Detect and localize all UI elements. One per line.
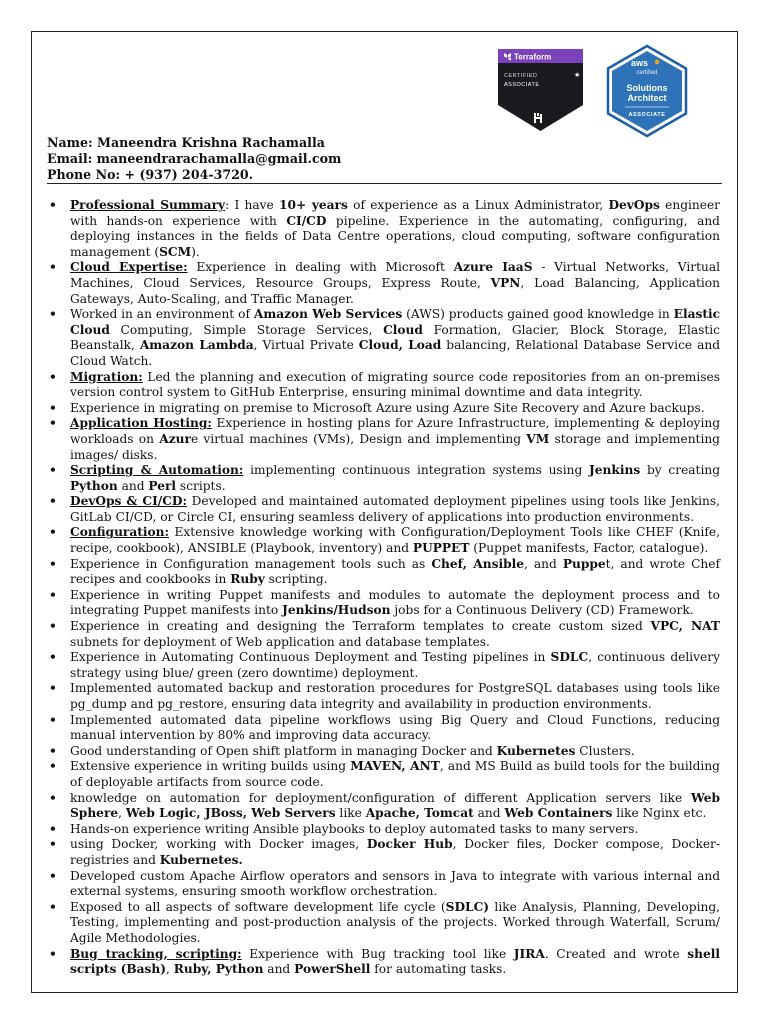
item-text: like Nginx etc.: [612, 806, 707, 821]
item-text: knowledge on automation for deployment/configuration of different Application servers like: [70, 790, 692, 805]
summary-item: [70, 650, 720, 681]
item-keyword: CI/CD: [286, 213, 327, 228]
item-heading: Application Hosting:: [70, 416, 212, 431]
item-text: Implemented automated data pipeline workflows using Big Query and Cloud Functions, reducing manual intervention by 80% and improving data accuracy.: [70, 712, 720, 743]
candidate-phone: Phone No: + (937) 204-3720.: [47, 167, 254, 182]
item-text: : I have: [225, 198, 280, 212]
item-keyword: PowerShell: [294, 962, 371, 977]
item-keyword: PUPPET: [412, 541, 470, 556]
item-text: for automating tasks.: [370, 962, 507, 977]
summary-item: [70, 900, 720, 947]
terraform-badge-line2: ASSOCIATE: [504, 82, 540, 88]
item-text: Worked in an environment of: [70, 307, 254, 322]
item-text: of experience as a Linux Administrator,: [347, 198, 609, 212]
item-text: storage and implementing images/ disks.: [70, 431, 720, 462]
item-keyword: Jenkins: [589, 463, 641, 478]
item-keyword: SDLC): [445, 899, 490, 914]
item-text: Led the planning and execution of migrating source code repositories from an on-premises version control system to GitHub Enterprise, ensuring minimal downtime and data integrity.: [70, 369, 720, 400]
item-text: , Docker files, Docker compose, Docker-registries and: [70, 837, 720, 867]
item-text: Developed and maintained automated deployment pipelines using tools like Jenkins, GitLab CI/CD, or Circle CI, ensuring seamless delivery of applications into production environments.: [70, 494, 720, 524]
item-heading: Professional Summary: [70, 198, 226, 212]
item-text: ,: [166, 962, 174, 977]
item-text: and: [473, 806, 505, 821]
item-text: pipeline. Experience in the automating, configuring, and deploying instances in the fields of Data Centre operations, cloud computing, software configuration management (: [70, 213, 720, 259]
aws-dot-icon: [655, 60, 659, 64]
item-keyword: shell scripts (Bash): [70, 946, 720, 977]
summary-item: [70, 791, 720, 822]
item-keyword: Kubernetes.: [159, 852, 243, 867]
summary-item: [70, 759, 720, 790]
contact-block: [47, 135, 341, 183]
item-keyword: JIRA: [513, 946, 545, 961]
item-keyword: SDLC: [550, 650, 589, 665]
item-keyword: Apache, Tomcat: [365, 806, 474, 821]
aws-badge-title2: Architect: [627, 93, 667, 103]
item-keyword: 10+ years: [279, 198, 348, 212]
item-text: , Load Balancing, Application Gateways, Auto-Scaling, and Traffic Manager.: [70, 275, 720, 306]
item-keyword: Puppe: [562, 556, 606, 571]
item-keyword: Jenkins/Hudson: [282, 603, 391, 618]
summary-list: [47, 198, 720, 978]
item-text: Implemented automated backup and restoration procedures for PostgreSQL databases using tools like pg_dump and pg_restore, ensuring data integrity and availability in production environments.: [70, 681, 720, 711]
candidate-email: Email: maneendrarachamalla@gmail.com: [47, 151, 342, 166]
candidate-name: Name: Maneendra Krishna Rachamalla: [47, 135, 325, 150]
summary-item: [70, 947, 720, 978]
item-text: Extensive knowledge working with Configuration/Deployment Tools like CHEF (Knife, recipe, cookbook), ANSIBLE (Playbook, inventory) and: [70, 525, 720, 556]
item-keyword: Elastic Cloud: [70, 307, 721, 337]
item-keyword: Cloud: [383, 322, 423, 337]
summary-item: [70, 307, 720, 369]
item-text: like: [335, 806, 366, 821]
item-text: like Analysis, Planning, Developing, Testing, implementing and post-production analysis of the projects. Worked through Waterfall, Scrum/ Agile Methodologies.: [70, 899, 720, 945]
item-heading: Configuration:: [70, 525, 169, 540]
aws-solutions-architect-badge: [599, 43, 695, 139]
item-text: , and: [523, 556, 563, 571]
item-text: Experience in Configuration management tools such as: [70, 556, 432, 571]
item-keyword: Web Logic, JBoss, Web Servers: [125, 806, 336, 821]
item-text: ).: [191, 244, 200, 259]
item-keyword: Ruby, Python: [173, 962, 264, 977]
item-text: and: [263, 962, 295, 977]
item-text: Experience in hosting plans for Azure Infrastructure, implementing & deploying workloads on: [70, 416, 720, 446]
item-keyword: VPN: [490, 275, 521, 290]
item-text: jobs for a Continuous Delivery (CD) Framework.: [390, 603, 694, 618]
item-text: Experience in migrating on premise to Microsoft Azure using Azure Site Recovery and Azure backups.: [70, 400, 705, 415]
summary-item: [70, 822, 720, 838]
item-keyword: SCM: [159, 244, 192, 259]
summary-item: [70, 525, 720, 556]
summary-item: [70, 198, 720, 260]
aws-logo-text: aws: [631, 58, 649, 68]
item-heading: Cloud Expertise:: [70, 260, 188, 275]
resume-page: [31, 31, 738, 993]
summary-item: [70, 494, 720, 525]
item-text: subnets for deployment of Web application and database templates.: [70, 634, 490, 649]
item-keyword: Docker Hub: [366, 837, 453, 852]
item-text: Formation, Glacier, Block Storage, Elastic Beanstalk,: [70, 322, 720, 353]
summary-item: [70, 260, 720, 307]
item-text: Computing, Simple Storage Services,: [109, 322, 384, 337]
summary-item: [70, 557, 720, 588]
item-keyword: DevOps: [608, 198, 660, 212]
aws-badge-certified: certified: [636, 70, 658, 76]
summary-item: [70, 370, 720, 401]
item-text: Experience in writing Puppet manifests and modules to automate the deployment process and to integrating Puppet manifests into: [70, 587, 720, 618]
item-text: scripting.: [264, 572, 328, 587]
item-keyword: VM: [526, 431, 550, 446]
item-keyword: Ruby: [230, 572, 265, 587]
item-text: Experience in Automating Continuous Deployment and Testing pipelines in: [70, 650, 551, 665]
item-text: implementing continuous integration systems using: [243, 463, 590, 478]
item-text: , continuous delivery strategy using blue/ green (zero downtime) deployment.: [70, 650, 720, 680]
item-text: Experience in creating and designing the Terraform templates to create custom sized: [70, 619, 651, 634]
item-text: Hands-on experience writing Ansible playbooks to deploy automated tasks to many servers.: [70, 821, 639, 836]
terraform-badge-brand: Terraform: [514, 52, 552, 62]
item-text: t, and wrote Chef recipes and cookbooks in: [70, 556, 720, 587]
item-text: Clusters.: [575, 743, 635, 758]
star-icon: ★: [574, 71, 581, 79]
item-text: by creating: [640, 463, 720, 478]
summary-item: [70, 869, 720, 900]
item-text: Experience with Bug tracking tool like: [241, 946, 514, 961]
item-keyword: VPC, NAT: [650, 619, 720, 634]
summary-item: [70, 463, 720, 494]
item-text: , Virtual Private: [253, 338, 359, 353]
item-text: Experience in dealing with Microsoft: [187, 260, 454, 275]
item-keyword: Web Containers: [504, 806, 613, 821]
item-text: (AWS) products gained good knowledge in: [402, 307, 674, 322]
item-text: Good understanding of Open shift platform in managing Docker and: [70, 743, 497, 758]
item-text: . Created and wrote: [544, 946, 688, 961]
item-keyword: Cloud, Load: [358, 338, 442, 353]
summary-item: [70, 713, 720, 744]
item-text: - Virtual Networks, Virtual Machines, Cloud Services, Resource Groups, Express Route,: [70, 260, 720, 290]
item-text: e virtual machines (VMs), Design and implementing: [190, 431, 527, 446]
item-text: balancing, Relational Database Service and Cloud Watch.: [70, 338, 720, 368]
item-text: (Puppet manifests, Factor, catalogue).: [469, 541, 709, 556]
item-text: Developed custom Apache Airflow operators and sensors in Java to integrate with various internal and external systems, ensuring smooth workflow orchestration.: [70, 868, 720, 899]
terraform-associate-badge: [494, 47, 587, 133]
item-heading: Migration:: [70, 369, 143, 384]
summary-item: [70, 401, 720, 417]
summary-item: [70, 681, 720, 712]
item-keyword: Web Sphere: [70, 790, 720, 821]
item-keyword: MAVEN, ANT: [350, 759, 440, 774]
item-heading: Scripting & Automation:: [70, 463, 244, 478]
item-text: , and MS Build as build tools for the building of deployable artifacts from source code.: [70, 759, 720, 789]
aws-badge-level: ASSOCIATE: [628, 112, 666, 118]
item-keyword: Chef, Ansible: [431, 556, 524, 571]
item-keyword: Perl: [148, 478, 177, 493]
item-text: and: [117, 478, 149, 493]
item-keyword: Azure IaaS: [453, 260, 533, 275]
summary-item: [70, 416, 720, 463]
item-keyword: Amazon Lambda: [139, 338, 254, 353]
terraform-badge-line1: CERTIFIED: [504, 73, 538, 79]
summary-item: [70, 619, 720, 650]
item-text: engineer with hands-on experience with: [70, 198, 721, 228]
item-keyword: Amazon Web Services: [253, 307, 403, 322]
item-keyword: Azur: [159, 431, 191, 446]
aws-badge-title1: Solutions: [626, 83, 668, 93]
item-text: Exposed to all aspects of software development life cycle (: [70, 899, 446, 914]
item-heading: Bug tracking, scripting:: [70, 946, 242, 961]
item-text: using Docker, working with Docker images,: [70, 837, 367, 852]
summary-item: [70, 837, 720, 868]
item-text: scripts.: [176, 478, 226, 493]
item-text: ,: [118, 806, 126, 821]
item-keyword: Python: [70, 478, 118, 493]
header-divider: [47, 183, 722, 184]
summary-item: [70, 588, 720, 619]
item-keyword: Kubernetes: [496, 743, 576, 758]
item-text: Extensive experience in writing builds using: [70, 759, 351, 774]
item-heading: DevOps & CI/CD:: [70, 494, 187, 509]
summary-item: [70, 744, 720, 760]
